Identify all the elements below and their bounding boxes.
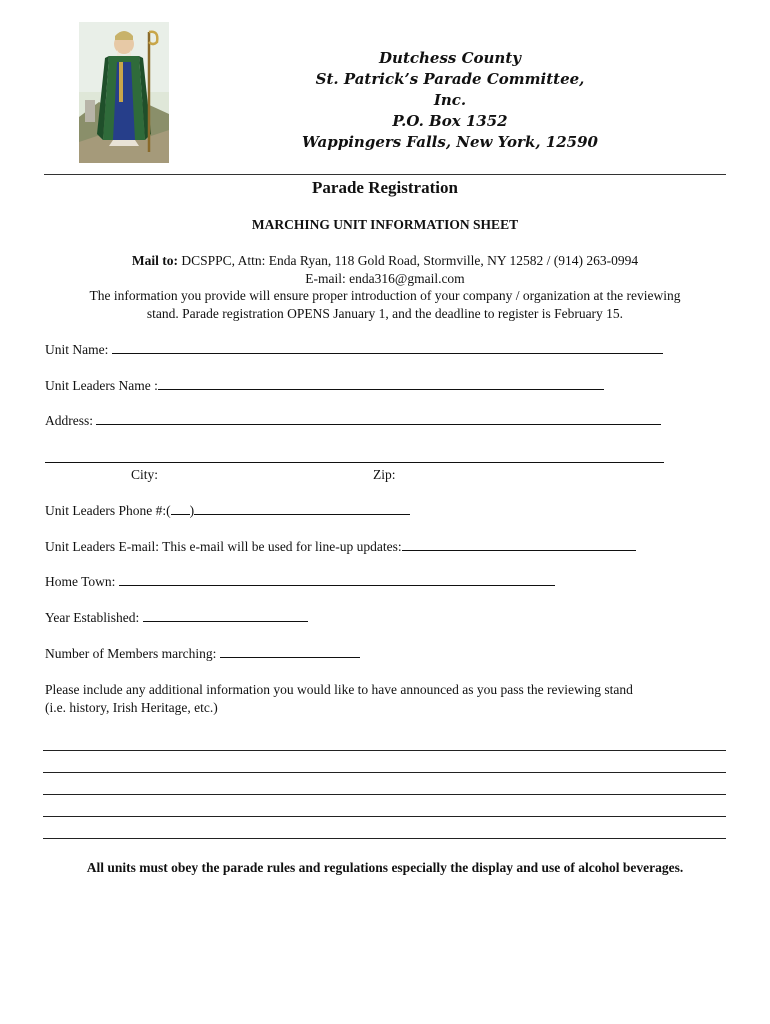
year-established-input[interactable]	[143, 609, 308, 622]
info-text-1: The information you provide will ensure proper introduction of your company / organization at the reviewing	[89, 288, 681, 303]
unit-name-field	[45, 341, 663, 358]
mail-email: E-mail: enda316@gmail.com	[305, 270, 465, 286]
phone-area-code-input[interactable]	[171, 502, 190, 515]
additional-info-line-input-5[interactable]	[43, 838, 726, 839]
unit-leaders-name-field	[45, 377, 604, 394]
phone-label: Unit Leaders Phone #:(	[45, 503, 171, 518]
unit-name-input[interactable]	[112, 341, 663, 354]
email-field	[45, 538, 636, 555]
additional-info-instructions	[45, 681, 735, 717]
unit-name-label: Unit Name:	[45, 342, 112, 357]
email-label: Unit Leaders E-mail: This e-mail will be used for line-up updates:	[45, 539, 402, 554]
mail-instructions	[0, 252, 770, 322]
header-divider	[44, 174, 726, 175]
rules-notice: All units must obey the parade rules and regulations especially the display and use of alcohol beverages.	[86, 860, 684, 875]
phone-number-input[interactable]	[194, 502, 410, 515]
members-label: Number of Members marching:	[45, 646, 220, 661]
letterhead-county: Dutchess County	[379, 49, 521, 67]
members-field	[45, 645, 360, 662]
city-label: City:	[131, 467, 159, 482]
year-established-field	[45, 609, 308, 626]
year-established-label: Year Established:	[45, 610, 143, 625]
page-title: Parade Registration	[312, 178, 458, 197]
additional-info-line-input-2[interactable]	[43, 772, 726, 773]
address-line-2-input[interactable]	[45, 462, 664, 463]
letterhead-committee: St. Patrick’s Parade Committee, Inc.	[315, 70, 585, 109]
address-label: Address:	[45, 413, 97, 428]
email-input[interactable]	[402, 538, 636, 551]
phone-paren-close: )	[189, 503, 195, 518]
letterhead-city: Wappingers Falls, New York, 12590	[301, 133, 598, 151]
info-text-2: stand. Parade registration OPENS January 1, and the deadline to register is February 15.	[146, 305, 624, 321]
letterhead-po-box: P.O. Box 1352	[392, 112, 508, 130]
unit-leaders-name-input[interactable]	[158, 377, 604, 390]
members-input[interactable]	[220, 645, 360, 658]
home-town-input[interactable]	[119, 573, 555, 586]
address-input[interactable]	[96, 412, 661, 425]
zip-label: Zip:	[373, 467, 396, 482]
letterhead	[300, 48, 600, 153]
page-subtitle: MARCHING UNIT INFORMATION SHEET	[251, 217, 519, 232]
phone-field	[45, 502, 410, 519]
additional-info-line-input-4[interactable]	[43, 816, 726, 817]
additional-info-line-2: (i.e. history, Irish Heritage, etc.)	[45, 700, 218, 715]
additional-info-line-input-1[interactable]	[43, 750, 726, 751]
mail-address: DCSPPC, Attn: Enda Ryan, 118 Gold Road, Stormville, NY 12582 / (914) 263-0994	[178, 253, 639, 268]
address-field	[45, 412, 661, 429]
mail-to-label: Mail to:	[131, 253, 179, 268]
home-town-label: Home Town:	[45, 574, 119, 589]
unit-leaders-name-label: Unit Leaders Name :	[45, 378, 158, 393]
saint-patrick-image	[79, 22, 169, 163]
home-town-field	[45, 573, 555, 590]
additional-info-line-1: Please include any additional information you would like to have announced as you pass the reviewing stand	[45, 682, 633, 697]
additional-info-line-input-3[interactable]	[43, 794, 726, 795]
